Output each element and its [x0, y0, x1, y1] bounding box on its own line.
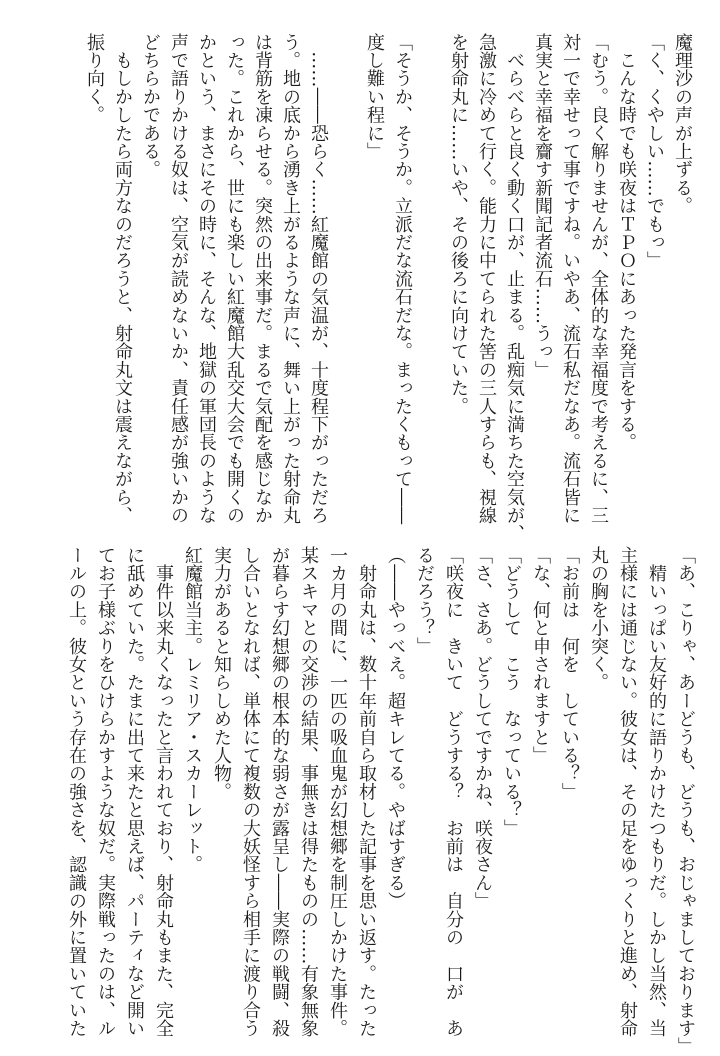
- text-line: し合いとなれば、単体にて複数の大妖怪すら相手に渡り合う: [240, 546, 261, 1038]
- text-line: 対一で幸せって事ですね。いやあ、流石私だなあ。流石皆に: [560, 33, 581, 525]
- text-line: ……――恐らく……紅魔館の気温が、十度程下がっただろ: [308, 33, 329, 525]
- text-line: う。地の底から湧き上がるような声に、舞い上がった射命丸: [280, 33, 301, 525]
- text-line: 一カ月の間に、一匹の吸血鬼が幻想郷を制圧しかけた事件。: [327, 546, 348, 1038]
- text-line: 事件以来丸くなったと言われており、射命丸もまた、完全: [153, 546, 174, 1038]
- text-line: 「な、何と申されますと」: [530, 546, 551, 765]
- text-line: どちらかである。: [140, 33, 161, 179]
- text-line: 声で語りかける奴は、空気が読めないか、責任感が強いかの: [168, 33, 189, 525]
- text-line: を射命丸に……いや、その後ろに向けていた。: [448, 33, 469, 416]
- text-line: 「さ、さあ。どうしてですかね、咲夜さん」: [472, 546, 493, 910]
- text-line: 「く、くやしい……でもっ」: [644, 33, 665, 270]
- text-line: 真実と幸福を齎す新聞記者流石……うっ」: [532, 33, 553, 379]
- text-line: 実力があると知らしめた人物。: [211, 546, 232, 801]
- text-line: 「むう。良く解りませんが、全体的な幸福度で考えるに、三: [588, 33, 609, 525]
- text-line: ールの上。彼女という存在の強さを、認識の外に置いていた: [66, 546, 87, 1038]
- text-line: に舐めていた。たまに出て来たと思えば、パーティなど開い: [124, 546, 145, 1038]
- text-line: 丸の胸を小突く。: [588, 546, 609, 692]
- text-block-top: [80, 33, 696, 543]
- text-line: てお子様ぶりをひけらかすような奴だ。実際戦ったのは、ル: [95, 546, 116, 1038]
- text-line: 「お前は 何を している？」: [559, 546, 580, 801]
- text-line: 主様には通じない。彼女は、その足をゆっくりと進め、射命: [617, 546, 638, 1038]
- text-line: 度し難い程に」: [364, 33, 385, 161]
- text-line: 射命丸は、数十年前自ら取材した記事を思い返す。たった: [356, 546, 377, 1038]
- text-line: は背筋を凍らせる。突然の出来事だ。まるで気配を感じなか: [252, 33, 273, 525]
- text-line: 「咲夜に きいて どうする？ お前は 自分の 口が あ: [443, 546, 464, 1038]
- text-line: 急激に冷めて行く。能力に中てられた筈の三人すらも、視線: [476, 33, 497, 525]
- text-line: もしかしたら両方なのだろうと、射命丸文は震えながら、: [112, 33, 133, 525]
- text-line: るだろう？」: [414, 546, 435, 656]
- text-line: 振り向く。: [84, 33, 105, 124]
- text-line: [332, 33, 360, 528]
- text-line: こんな時でも咲夜はＴＰＯにあった発言をする。: [616, 33, 637, 452]
- text-line: べらべらと良く動く口が、止まる。乱痴気に満ちた空気が、: [504, 33, 525, 543]
- text-line: 「どうして こう なっている？」: [501, 546, 522, 838]
- text-line: 精いっぱい友好的に語りかけたつもりだ。しかし当然、当: [646, 546, 667, 1038]
- text-line: [416, 33, 444, 528]
- text-line: 某スキマとの交渉の結果、事無きは得たものの……有象無象: [298, 546, 319, 1038]
- text-line: 「あ、こりゃ、あーどうも、どうも、おじゃましております」: [675, 546, 696, 1056]
- text-line: （――やっべえ。超キレてる。やばすぎる）: [385, 546, 406, 910]
- text-line: 「そうか、そうか。立派だな流石だな。まったくもって――: [392, 33, 413, 525]
- text-line: 魔理沙の声が上ずる。: [672, 33, 693, 215]
- text-line: った。これから、世にも楽しい紅魔館大乱交大会でも開くの: [224, 33, 245, 525]
- text-line: 紅魔館当主。レミリア・スカーレット。: [182, 546, 203, 874]
- text-line: かという、まさにその時に、そんな、地獄の軍団長のような: [196, 33, 217, 525]
- text-line: が暮らす幻想郷の根本的な弱さが露呈し――実際の戦闘、殺: [269, 546, 290, 1038]
- text-block-bottom: [62, 546, 700, 1056]
